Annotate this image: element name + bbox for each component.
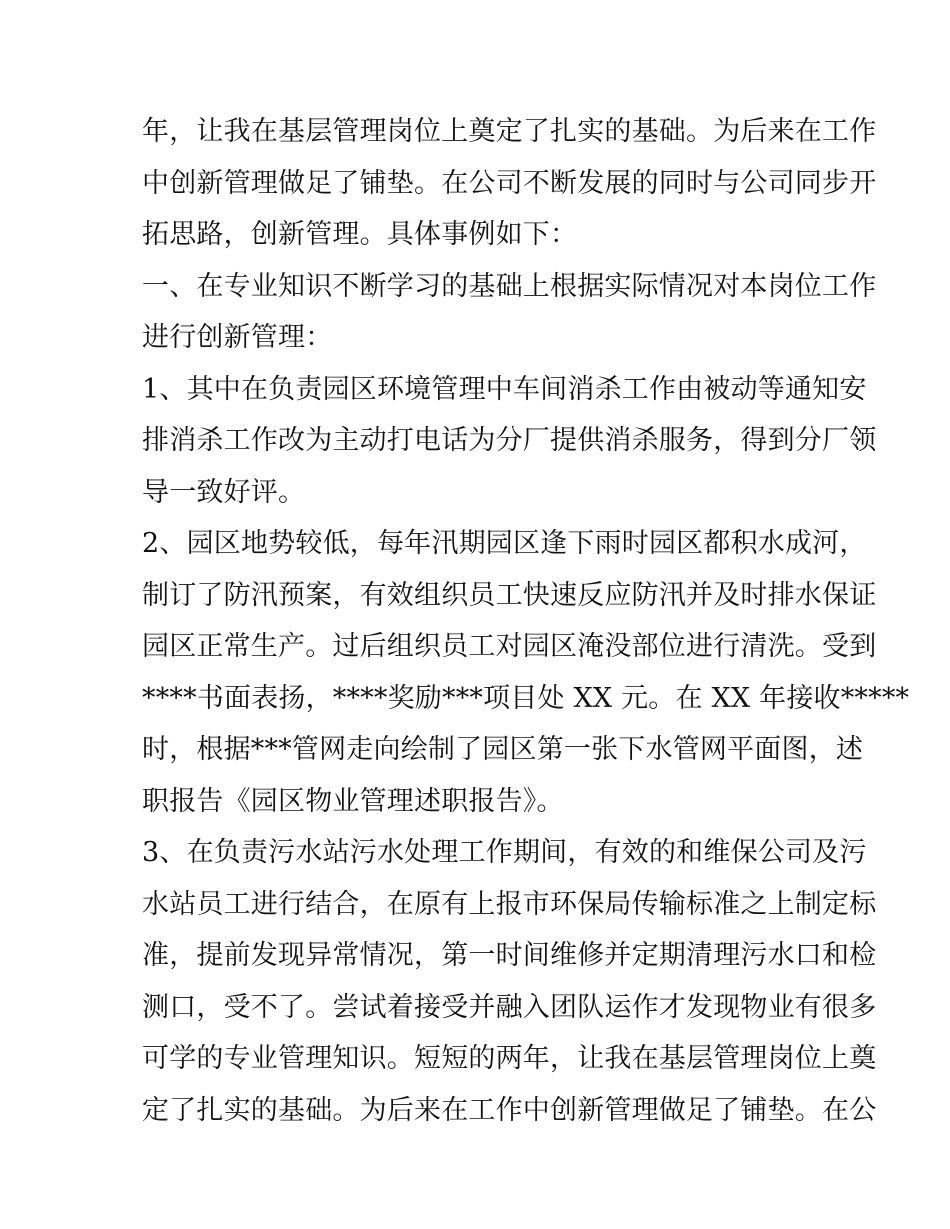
list-item-line: 导一致好评。: [142, 476, 306, 508]
text-line: 年，让我在基层管理岗位上奠定了扎实的基础。为后来在工作: [142, 116, 877, 147]
list-item-line: 可学的专业管理知识。短短的两年，让我在基层管理岗位上奠: [142, 1043, 877, 1074]
list-item-line: 制订了防汛预案，有效组织员工快速反应防汛并及时排水保证: [142, 579, 877, 611]
list-item-line: 园区正常生产。过后组织员工对园区淹没部位进行清洗。受到: [142, 631, 877, 662]
list-item-line: 3、在负责污水站污水处理工作期间，有效的和维保公司及污: [142, 837, 867, 868]
list-item-line: 定了扎实的基础。为后来在工作中创新管理做足了铺垫。在公: [142, 1094, 877, 1126]
section-heading-line: 进行创新管理：: [142, 322, 333, 353]
list-item-line: 测口，受不了。尝试着接受并融入团队运作才发现物业有很多: [142, 991, 877, 1023]
text-line: 中创新管理做足了铺垫。在公司不断发展的同时与公司同步开: [142, 167, 877, 199]
list-item-line: 2、园区地势较低，每年汛期园区逢下雨时园区都积水成河，: [142, 528, 867, 559]
section-heading-line: 一、在专业知识不断学习的基础上根据实际情况对本岗位工作: [142, 270, 877, 302]
list-item-line: 1、其中在负责园区环境管理中车间消杀工作由被动等通知安: [142, 373, 867, 405]
list-item-line: 准，提前发现异常情况，第一时间维修并定期清理污水口和检: [142, 940, 877, 971]
list-item-line: 时，根据***管网走向绘制了园区第一张下水管网平面图，述: [142, 734, 864, 765]
list-item-line: 排消杀工作改为主动打电话为分厂提供消杀服务，得到分厂领: [142, 425, 877, 456]
text-line: 拓思路，创新管理。具体事例如下：: [142, 219, 578, 250]
document-body: [142, 106, 910, 1136]
list-item-line: 职报告《园区物业管理述职报告》。: [142, 785, 564, 817]
list-item-line: 水站员工进行结合，在原有上报市环保局传输标准之上制定标: [142, 888, 877, 920]
list-item-line: ****书面表扬，****奖励***项目处 XX 元。在 XX 年接收*****: [142, 682, 910, 714]
